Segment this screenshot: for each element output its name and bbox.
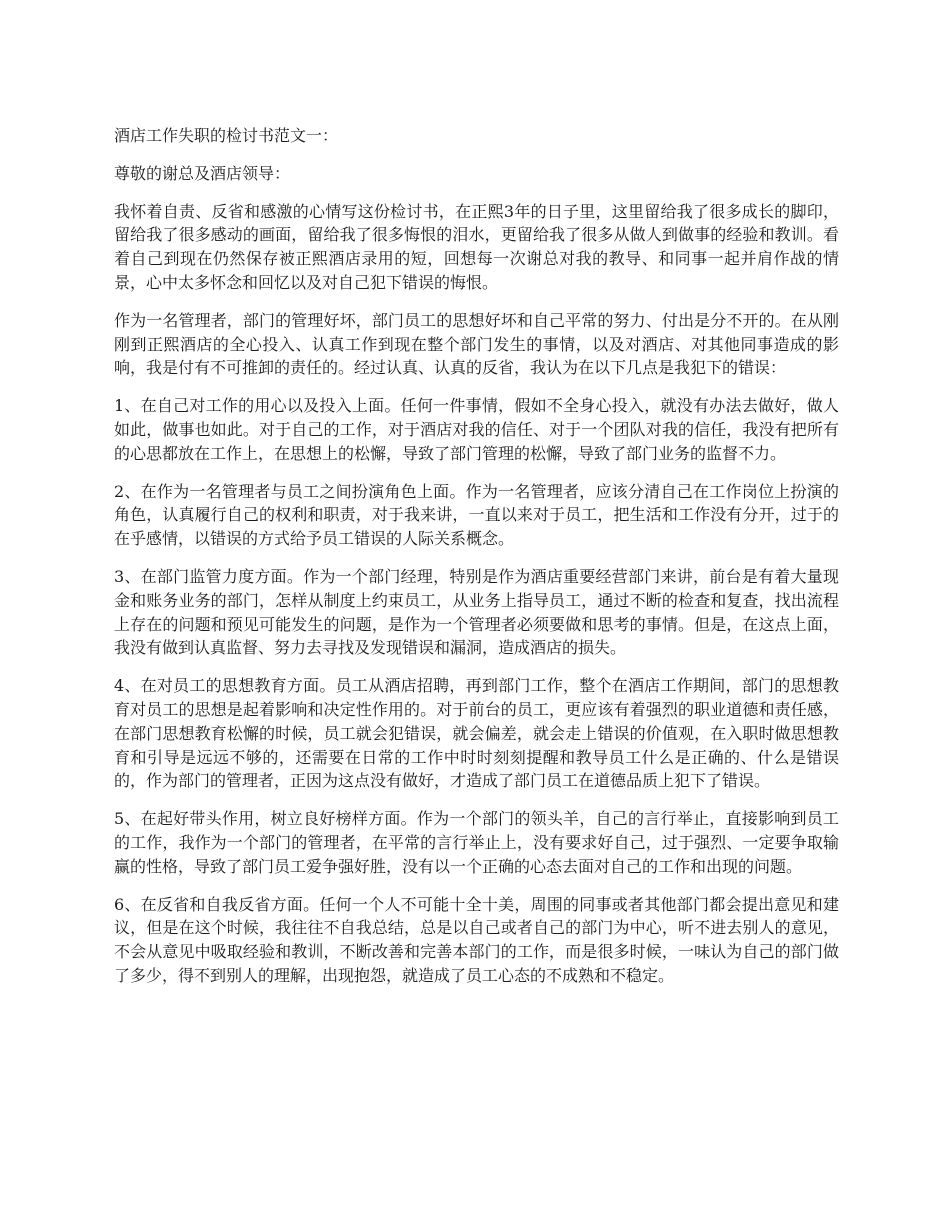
paragraph-point-6: 6、在反省和自我反省方面。任何一个人不可能十全十美，周围的同事或者其他部门都会提出意见和建议，但是在这个时候，我往往不自我总结，总是以自己或者自己的部门为中心，听不进去别人的意见，不会从意见中吸取经验和教训，不断改善和完善本部门的工作，而是很多时候，一味认为自己的部门做了多少，得不到别人的理解，出现抱怨，就造成了员工心态的不成熟和不稳定。 [114, 894, 839, 985]
document-title: 酒店工作失职的检讨书范文一： [114, 126, 339, 145]
paragraph-point-3: 3、在部门监管力度方面。作为一个部门经理，特别是作为酒店重要经营部门来讲，前台是有着大量现金和账务业务的部门，怎样从制度上约束员工，从业务上指导员工，通过不断的检查和复查，找出流程上存在的问题和预见可能发生的问题，是作为一个管理者必须要做和思考的事情。但是，在这点上面，我没有做到认真监督、努力去寻找及发现错误和漏洞，造成酒店的损失。 [114, 566, 839, 658]
paragraph-point-2: 2、在作为一名管理者与员工之间扮演角色上面。作为一名管理者，应该分清自己在工作岗位上扮演的角色，认真履行自己的权利和职责，对于我来讲，一直以来对于员工，把生活和工作没有分开，过于的在乎感情，以错误的方式给予员工错误的人际关系概念。 [114, 481, 839, 549]
paragraph-point-5: 5、在起好带头作用，树立良好榜样方面。作为一个部门的领头羊，自己的言行举止，直接影响到员工的工作，我作为一个部门的管理者，在平常的言行举止上，没有要求好自己，过于强烈、一定要争取输赢的性格，导致了部门员工爱争强好胜，没有以一个正确的心态去面对自己的工作和出现的问题。 [114, 809, 839, 876]
salutation: 尊敬的谢总及酒店领导： [114, 163, 291, 183]
paragraph-responsibility: 作为一名管理者，部门的管理好坏，部门员工的思想好坏和自己平常的努力、付出是分不开的。在从刚刚到正熙酒店的全心投入、认真工作到现在整个部门发生的事情，以及对酒店、对其他同事造成的影响，我是付有不可推卸的责任的。经过认真、认真的反省，我认为在以下几点是我犯下的错误： [114, 310, 839, 378]
paragraph-intro: 我怀着自责、反省和感激的心情写这份检讨书，在正熙3年的日子里，这里留给我了很多成长的脚印，留给我了很多感动的画面，留给我了很多悔恨的泪水，更留给我了很多从做人到做事的经验和教训。看着自己到现在仍然保存被正熙酒店录用的短，回想每一次谢总对我的教导、和同事一起并肩作战的情景，心中太多怀念和回忆以及对自己犯下错误的悔恨。 [114, 201, 839, 292]
document-body [114, 124, 839, 1002]
paragraph-point-4: 4、在对员工的思想教育方面。员工从酒店招聘，再到部门工作，整个在酒店工作期间，部门的思想教育对员工的思想是起着影响和决定性作用的。对于前台的员工，更应该有着强烈的职业道德和责任感，在部门思想教育松懈的时候，员工就会犯错误，就会偏差，就会走上错误的价值观，在入职时做思想教育和引导是远远不够的，还需要在日常的工作中时时刻刻提醒和教导员工什么是正确的、什么是错误的，作为部门的管理者，正因为这点没有做好，才造成了部门员工在道德品质上犯下了错误。 [114, 676, 839, 791]
paragraph-point-1: 1、在自己对工作的用心以及投入上面。任何一件事情，假如不全身心投入，就没有办法去做好，做人如此，做事也如此。对于自己的工作，对于酒店对我的信任、对于一个团队对我的信任，我没有把所有的心思都放在工作上，在思想上的松懈，导致了部门管理的松懈，导致了部门业务的监督不力。 [114, 396, 839, 463]
